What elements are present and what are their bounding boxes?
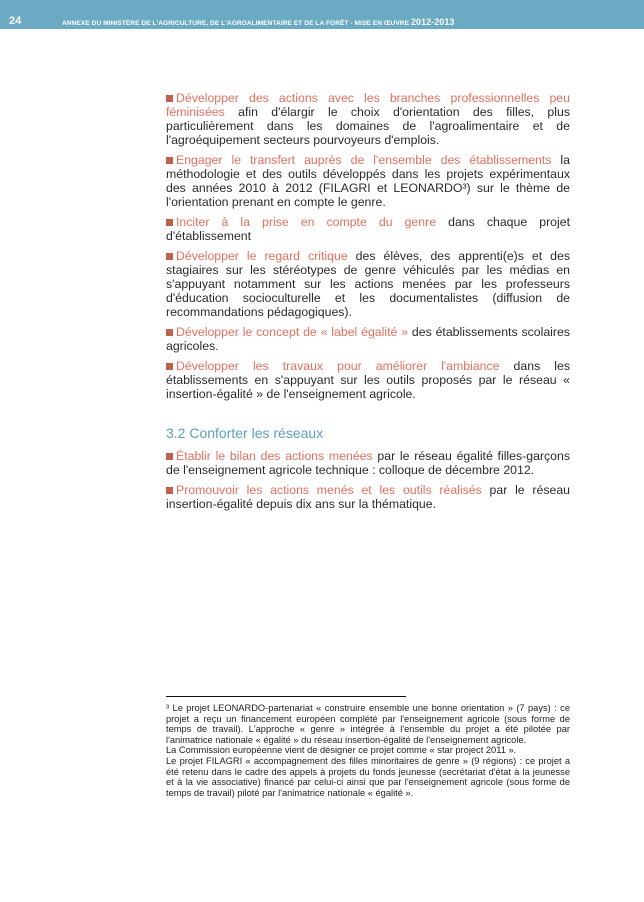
square-bullet-icon xyxy=(166,453,173,460)
footnote-paragraph: ³ Le projet LEONARDO-partenariat « construire ensemble une bonne orientation » (7 pays) : ce projet a reçu un financement européen complété par l'enseignement agricole (sous forme de temps de travail). L'approche « genre » intégrée à l'ensemble du projet a été pilotée par l'animatrice nationale « égalité » du réseau insertion-égalité de l'enseignement agricole. xyxy=(166,703,570,745)
bullet-highlight: Développer les travaux pour améliorer l'ambiance xyxy=(176,359,500,373)
bullet-item xyxy=(166,483,570,511)
bullet-highlight: Développer le concept de « label égalité » xyxy=(176,325,409,339)
footnote-paragraph: Le projet FILAGRI « accompagnement des filles minoritaires de genre » (9 régions) : ce projet a été retenu dans le cadre des appels à projets du fonds jeunesse (secrétariat d'état à la jeunesse et à la vie associative) financé par celui-ci ainsi que par l'enseignement agricole (sous forme de temps de travail) piloté par l'animatrice nationale « égalité ». xyxy=(166,755,570,798)
bullet-text: par le réseau insertion-égalité depuis dix ans sur la thématique. xyxy=(166,483,570,511)
running-header-title: ANNEXE DU MINISTÈRE DE L'AGRICULTURE, DE L'AGROALIMENTAIRE ET DE LA FORÊT - MISE EN ŒUVRE xyxy=(62,20,410,27)
header-band xyxy=(0,0,644,29)
main-column xyxy=(166,91,570,517)
bullet-item xyxy=(166,325,570,353)
bullet-item xyxy=(166,215,570,243)
bullet-highlight: Engager le transfert auprès de l'ensemble des établissements xyxy=(176,153,552,167)
bullet-text: la méthodologie et des outils développés dans les projets expérimentaux des années 2010 à 2012 (FILAGRI et LEONARDO³) sur le thème de l'orientation prenant en compte le genre. xyxy=(166,153,570,209)
footnote xyxy=(166,703,570,798)
page-number: 24 xyxy=(9,15,22,27)
bullet-item xyxy=(166,449,570,477)
section-heading: 3.2 Conforter les réseaux xyxy=(166,425,324,441)
bullet-highlight: Promouvoir les actions menés et les outils réalisés xyxy=(176,483,482,497)
bullet-highlight: Établir le bilan des actions menées xyxy=(176,449,373,463)
bullet-text: par le réseau égalité filles-garçons de l'enseignement agricole technique : colloque de décembre 2012. xyxy=(166,449,570,477)
bullet-highlight: Développer le regard critique xyxy=(176,249,348,263)
footnote-rule xyxy=(166,696,406,697)
square-bullet-icon xyxy=(166,157,173,164)
bullet-item xyxy=(166,249,570,319)
square-bullet-icon xyxy=(166,487,173,494)
bullet-text: des élèves, des apprenti(e)s et des stagiaires sur les stéréotypes de genre véhiculés par les médias en s'appuyant notamment sur les actions menées par les professeurs d'éducation socioculturelle et les documentalistes (diffusion de recommandations pédagogiques). xyxy=(166,249,571,319)
bullet-text: dans les établissements en s'appuyant sur les outils proposés par le réseau « insertion-égalité » de l'enseignement agricole. xyxy=(166,359,571,401)
bullet-item xyxy=(166,91,570,147)
square-bullet-icon xyxy=(166,95,173,102)
bullet-text: dans chaque projet d'établissement xyxy=(166,215,570,243)
running-header-years: 2012-2013 xyxy=(410,17,455,27)
bullet-highlight: Développer des actions avec les branches professionnelles peu féminisées xyxy=(166,91,570,119)
running-header xyxy=(62,17,454,27)
square-bullet-icon xyxy=(166,329,173,336)
footnote-paragraph: La Commission européenne vient de désigner ce projet comme « star project 2011 ». xyxy=(166,745,517,756)
square-bullet-icon xyxy=(166,219,173,226)
bullet-item xyxy=(166,153,570,209)
bullet-text: afin d'élargir le choix d'orientation des filles, plus particulièrement dans les domaines de l'agroalimentaire et de l'agroéquipement secteurs pourvoyeurs d'emplois. xyxy=(166,105,570,147)
square-bullet-icon xyxy=(166,363,173,370)
bullet-text: des établissements scolaires agricoles. xyxy=(166,325,570,353)
bullet-item xyxy=(166,359,570,401)
square-bullet-icon xyxy=(166,253,173,260)
bullet-highlight: Inciter à la prise en compte du genre xyxy=(176,215,437,229)
